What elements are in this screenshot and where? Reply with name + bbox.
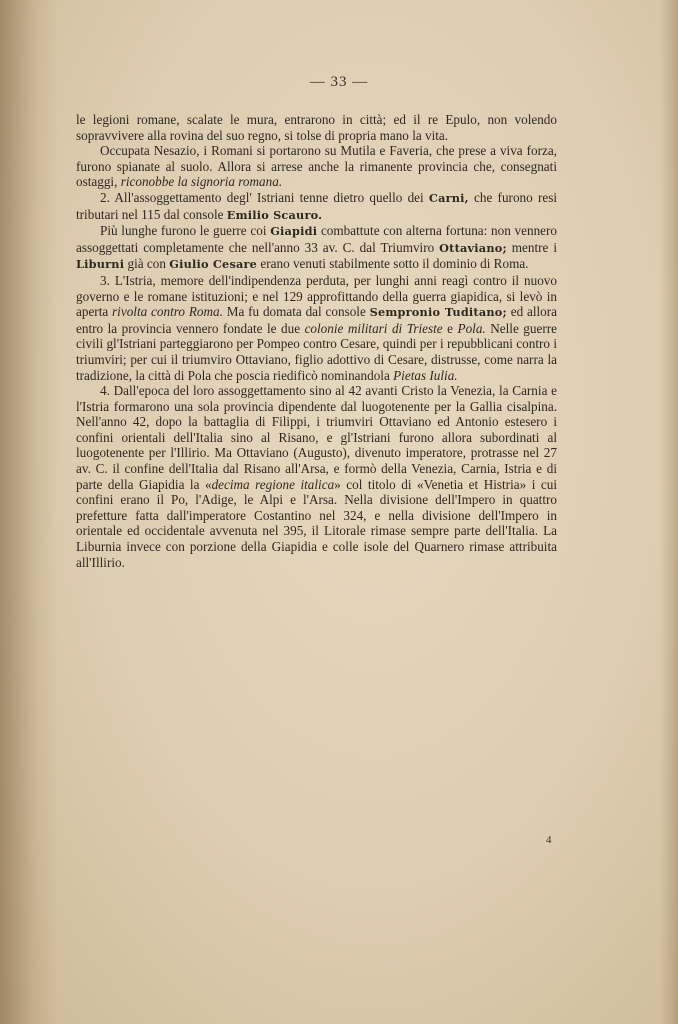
paragraph	[76, 143, 557, 190]
page-number: — 33 —	[309, 74, 369, 90]
emphasized-name: Sempronio Tuditano;	[369, 305, 507, 320]
italic-phrase: decima regione italica	[211, 476, 335, 492]
italic-phrase: Pietas Iulia.	[393, 367, 458, 383]
paragraph	[76, 223, 557, 273]
body-text	[76, 112, 557, 570]
text-run: Più lunghe furono le guerre coi	[100, 223, 271, 239]
paragraph	[76, 383, 557, 570]
text-run: Ma fu domata dal console	[222, 304, 370, 320]
paragraph	[76, 112, 557, 143]
page-edge-shadow	[660, 0, 678, 1024]
text-run: » col titolo di «Venetia et Histria» i cui confini erano il Po, l'Adige, le Alpi e l'Arsa. Nella divisione dell'Impero in quattro prefetture fatta dall'imperatore Costantino nel 324, e nella divisione dell'Impero in orientale ed occidentale avvenuta nel 395, il Litorale rimase sempre parte dell'Italia. La Liburnia invece con porzione della Giapidia e colle isole del Quarnero rimase attribuita all'Illirio.	[76, 476, 557, 570]
text-run: erano venuti stabilmente sotto il dominio di Roma.	[257, 256, 529, 272]
emphasized-name: Carni,	[428, 190, 469, 205]
page-spine-shadow	[0, 0, 58, 1024]
text-run: 4. Dall'epoca del loro assoggettamento sino al 42 avanti Cristo la Venezia, la Carnia e l'Istria formarono una sola provincia dipendente dal luogotenente per la Gallia cisalpina. Nell'anno 42, dopo la battaglia di Filippi, i triumviri Ottaviano ed Antonio estesero i confini orientali dell'Italia sino al Risano, e gl'Istriani furono allora subordinati al luogotenente per l'Illirio. Ma Ottaviano (Augusto), divenuto imperatore, protrasse nel 27 av. C. il confine dell'Italia dal Risano all'Arsa, e formò della Venezia, Carnia, Istria e di parte della Giapidia la «	[76, 383, 557, 492]
text-run: ed allora entro la provincia vennero fondate le due	[76, 304, 558, 336]
emphasized-name: Ottaviano;	[439, 240, 507, 255]
text-run: 3. L'Istria, memore dell'indipendenza perduta, per lunghi anni reagì contro il nuovo governo e le romane istituzioni; e nel 129 approfittando della guerra giapidica, si levò in aperta	[76, 272, 557, 320]
text-run: Nelle guerre civili gl'Istriani parteggiarono per Pompeo contro Cesare, quindi per i repubblicani contro i triumviri; per cui il triumviro Ottaviano, figlio adottivo di Cesare, distrusse, come narra la tradizione, la città di Pola che poscia riedificò nominandola	[76, 320, 557, 383]
text-run: e	[442, 320, 458, 336]
italic-phrase: rivolta contro Roma.	[112, 304, 223, 320]
text-run: 2. All'assoggettamento degl' Istriani tenne dietro quello dei	[100, 189, 429, 205]
paragraph	[76, 273, 557, 383]
italic-phrase: riconobbe la signoria romana.	[120, 174, 283, 190]
paragraph	[76, 190, 557, 223]
emphasized-name: Giulio Cesare	[169, 257, 258, 272]
text-run: già con	[124, 256, 170, 272]
text-run: che furono resi tributari nel 115 dal console	[76, 189, 557, 222]
text-run: combattute con alterna fortuna: non vennero assoggettati completamente che nell'anno 33 av. C. dal Triumviro	[76, 223, 557, 255]
emphasized-name: Liburni	[76, 257, 125, 272]
text-run: Occupata Nesazio, i Romani si portarono su Mutila e Faveria, che prese a viva forza, furono spianate al suolo. Allora si arrese anche la rimanente provincia che, consegnati ostaggi,	[76, 143, 557, 190]
text-run: le legioni romane, scalate le mura, entrarono in città; ed il re Epulo, non volendo sopravvivere alla rovina del suo regno, si tolse di propria mano la vita.	[76, 112, 557, 143]
italic-phrase: colonie militari di Trieste	[304, 320, 443, 336]
text-run: mentre i	[506, 239, 557, 255]
signature-mark: 4	[546, 834, 552, 846]
emphasized-name: Giapidi	[270, 224, 318, 239]
italic-phrase: Pola.	[457, 320, 486, 336]
emphasized-name: Emilio Scauro.	[226, 207, 323, 222]
